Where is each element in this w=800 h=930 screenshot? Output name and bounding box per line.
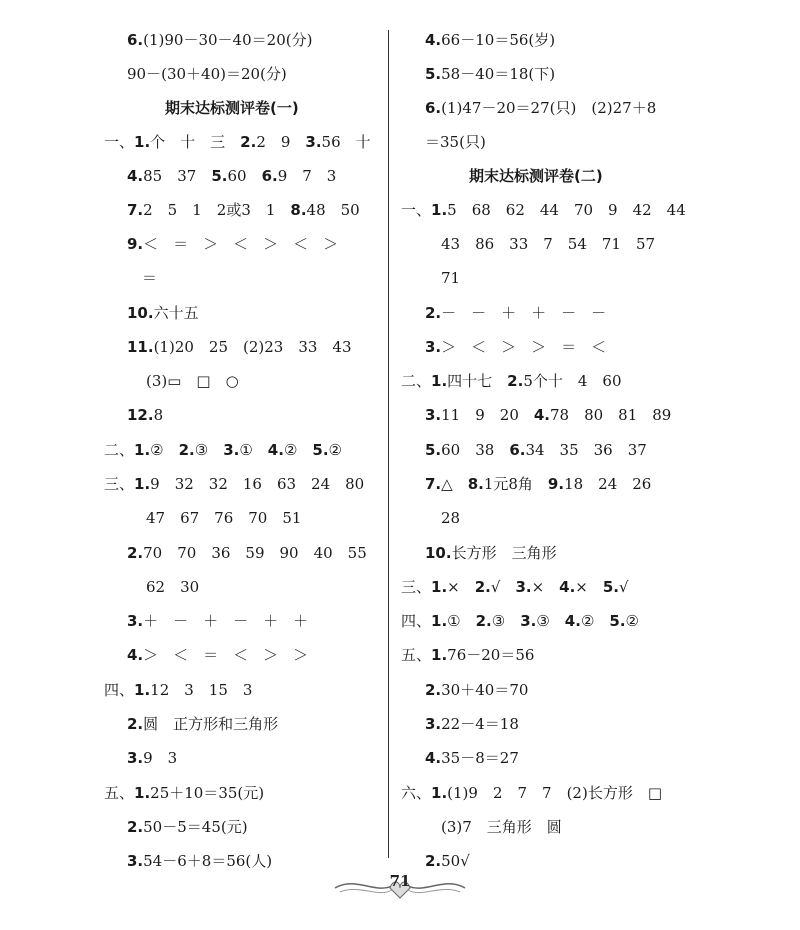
answer-text: (3)7 三角形 圆 [441,818,562,836]
page-number: 71 [389,872,411,890]
answer-line [401,783,662,803]
answer-line [425,98,656,118]
answer-line [127,543,367,563]
answer-text: 9 32 32 16 63 24 80 [150,475,365,493]
answer-line [146,577,199,597]
question-number: 3. [305,133,322,151]
answer-text: (1)20 25 (2)23 33 43 [153,338,352,356]
answer-text: ＞ ＜ ＝ ＜ ＞ ＞ [143,646,309,664]
question-number: 7. [127,201,144,219]
question-number: 4. [533,406,550,424]
answer-text: 28 [441,509,461,527]
answer-text: 70 70 36 59 90 40 55 [143,544,367,562]
answer-line [142,268,157,288]
answer-text: 76－20＝56 [447,646,535,664]
answer-text: 圆 正方形和三角形 [143,715,279,733]
question-number: 6. [127,31,144,49]
answer-line [127,611,308,631]
section-number: 六、 [401,784,432,802]
answer-text: 2 9 [256,133,306,151]
answer-text: ＝35(只) [425,133,486,151]
question-number: 1. [134,475,151,493]
answer-text: 1元8角 [483,475,548,493]
answer-line [425,748,519,768]
question-number: 2. [240,133,257,151]
question-number: 2. [127,544,144,562]
answer-text: ③ [491,612,521,630]
question-number: 9. [127,235,144,253]
answer-text: 9 3 [143,749,178,767]
answer-line [146,508,301,528]
answer-line [127,645,308,665]
answer-text: 5个十 4 60 [523,372,622,390]
heading-text: 期末达标测评卷(一) [165,99,299,117]
question-number: 10. [425,544,452,562]
answer-line [127,748,177,768]
answer-line [401,577,629,597]
answer-text: (1)47－20＝27(只) (2)27＋8 [441,99,657,117]
heading-text: 期末达标测评卷(二) [469,167,603,185]
question-number: 4. [564,612,581,630]
section-number: 三、 [104,475,135,493]
answer-line [441,268,460,288]
answer-line [127,234,338,254]
answer-text: 50√ [441,852,470,870]
answer-line [127,166,336,186]
answer-line [425,30,555,50]
answer-text: 18 24 26 [564,475,652,493]
answer-text: 9 7 3 [277,167,337,185]
question-number: 1. [134,441,151,459]
answer-text: (1)9 2 7 7 (2)长方形 □ [447,784,662,802]
question-number: 5. [602,578,620,596]
question-number: 8. [467,475,484,493]
question-number: 4. [425,749,442,767]
question-number: 12. [127,406,154,424]
question-number: 5. [609,612,626,630]
answer-text: √ [619,578,629,596]
answer-text: ③ [194,441,224,459]
answer-text: × [531,578,560,596]
question-number: 2. [425,852,442,870]
question-number: 3. [425,715,442,733]
section-heading [469,166,603,186]
answer-text: ＋ － ＋ － ＋ ＋ [143,612,309,630]
answer-text: 43 86 33 7 54 71 57 [441,235,656,253]
answer-text: 58－40＝18(下) [441,65,556,83]
section-number: 五、 [401,646,432,664]
answer-line [425,474,651,494]
answer-text: － － ＋ ＋ － － [441,304,607,322]
answer-text: 8 [153,406,164,424]
answer-line [127,30,312,50]
answer-text: 56 十 [321,133,371,151]
answer-text: 5 68 62 44 70 9 42 44 [447,201,686,219]
answer-text: 60 38 [441,441,510,459]
answer-line [401,371,622,391]
page-footer [330,866,470,906]
question-number: 3. [425,338,442,356]
question-number: 8. [290,201,307,219]
answer-text: 48 50 [306,201,360,219]
answer-text: × [575,578,603,596]
answer-line [425,132,486,152]
question-number: 7. [425,475,442,493]
answer-text: 长方形 三角形 [451,544,557,562]
question-number: 10. [127,304,154,322]
section-number: 一、 [104,133,135,151]
answer-text: 50－5＝45(元) [143,818,248,836]
answer-text: 30＋40＝70 [441,681,529,699]
question-number: 3. [127,852,144,870]
answer-text: 2 5 1 2或3 1 [143,201,291,219]
question-number: 2. [507,372,524,390]
question-number: 3. [127,749,144,767]
question-number: 4. [559,578,576,596]
question-number: 6. [425,99,442,117]
answer-text: 78 80 81 89 [550,406,672,424]
answer-line [441,817,562,837]
answer-line [127,817,248,837]
answer-line [127,337,352,357]
question-number: 2. [127,715,144,733]
answer-text: (3)▭ □ ○ [146,372,239,390]
question-number: 3. [425,406,442,424]
answer-text: ② [328,441,342,459]
answer-text: ＞ ＜ ＞ ＞ ＝ ＜ [441,338,607,356]
question-number: 5. [312,441,329,459]
answer-text: △ [441,475,468,493]
section-number: 四、 [401,612,432,630]
answer-line [425,714,519,734]
question-number: 1. [134,681,151,699]
answer-line [425,405,671,425]
answer-line [127,405,163,425]
question-number: 4. [127,167,144,185]
answer-text: 四十七 [447,372,508,390]
answer-text: ② [625,612,639,630]
question-number: 6. [509,441,526,459]
question-number: 3. [520,612,537,630]
answer-line [127,64,287,84]
question-number: 1. [431,372,448,390]
answer-line [401,611,639,631]
question-number: 1. [134,133,151,151]
answer-line [127,851,272,871]
answer-line [146,371,239,391]
answer-text: 85 37 [143,167,212,185]
answer-line [104,440,342,460]
answer-line [425,303,606,323]
answer-text: ＜ ＝ ＞ ＜ ＞ ＜ ＞ [143,235,339,253]
question-number: 5. [425,65,442,83]
answer-text: 12 3 15 3 [150,681,253,699]
question-number: 4. [425,31,442,49]
question-number: 1. [431,578,448,596]
question-number: 4. [127,646,144,664]
question-number: 5. [211,167,228,185]
answer-text: 六十五 [153,304,199,322]
column-divider [388,30,389,858]
answer-line [104,132,371,152]
question-number: 1. [431,201,448,219]
question-number: 2. [425,681,442,699]
section-heading [165,98,299,118]
question-number: 1. [431,612,448,630]
answer-text: 35－8＝27 [441,749,519,767]
section-number: 五、 [104,784,135,802]
answer-line [425,680,528,700]
question-number: 4. [267,441,284,459]
answer-text: 90－(30＋40)＝20(分) [127,65,287,83]
answer-line [425,543,557,563]
question-number: 2. [178,441,195,459]
answer-line [441,234,655,254]
section-number: 二、 [104,441,135,459]
answer-text: 54－6＋8＝56(人) [143,852,273,870]
section-number: 一、 [401,201,432,219]
answer-line [401,645,534,665]
answer-line [441,508,460,528]
answer-line [127,303,199,323]
answer-line [425,440,647,460]
answer-line [127,200,360,220]
answer-line [425,337,606,357]
answer-text: ② [283,441,313,459]
question-number: 11. [127,338,154,356]
answer-line [104,474,364,494]
answer-text: 71 [441,269,461,287]
question-number: 3. [223,441,240,459]
answer-text: 47 67 76 70 51 [146,509,302,527]
question-number: 6. [261,167,278,185]
question-number: 9. [547,475,565,493]
answer-text: 62 30 [146,578,200,596]
answer-text: 22－4＝18 [441,715,519,733]
answer-text: ① [239,441,268,459]
answer-text: 66－10＝56(岁) [441,31,556,49]
question-number: 1. [134,784,151,802]
question-number: 2. [425,304,442,322]
answer-line [425,64,555,84]
answer-text: 60 [227,167,262,185]
question-number: 2. [127,818,144,836]
question-number: 3. [515,578,532,596]
answer-text: ② [150,441,179,459]
answer-text: ① [447,612,476,630]
answer-text: ＝ [142,269,158,287]
answer-text: ② [580,612,610,630]
question-number: 2. [474,578,491,596]
section-number: 二、 [401,372,432,390]
answer-line [104,783,264,803]
question-number: 2. [475,612,492,630]
answer-line [401,200,686,220]
section-number: 四、 [104,681,135,699]
question-number: 1. [431,784,448,802]
answer-text: √ [490,578,516,596]
answer-line [127,714,278,734]
section-number: 三、 [401,578,432,596]
question-number: 1. [431,646,448,664]
answer-text: 个 十 三 [150,133,241,151]
question-number: 5. [425,441,442,459]
answer-text: 11 9 20 [441,406,534,424]
answer-text: (1)90－30－40＝20(分) [143,31,313,49]
answer-text: 25＋10＝35(元) [150,784,265,802]
answer-text: 34 35 36 37 [525,441,647,459]
answer-line [104,680,252,700]
answer-text: × [447,578,475,596]
answer-text: ③ [536,612,565,630]
question-number: 3. [127,612,144,630]
